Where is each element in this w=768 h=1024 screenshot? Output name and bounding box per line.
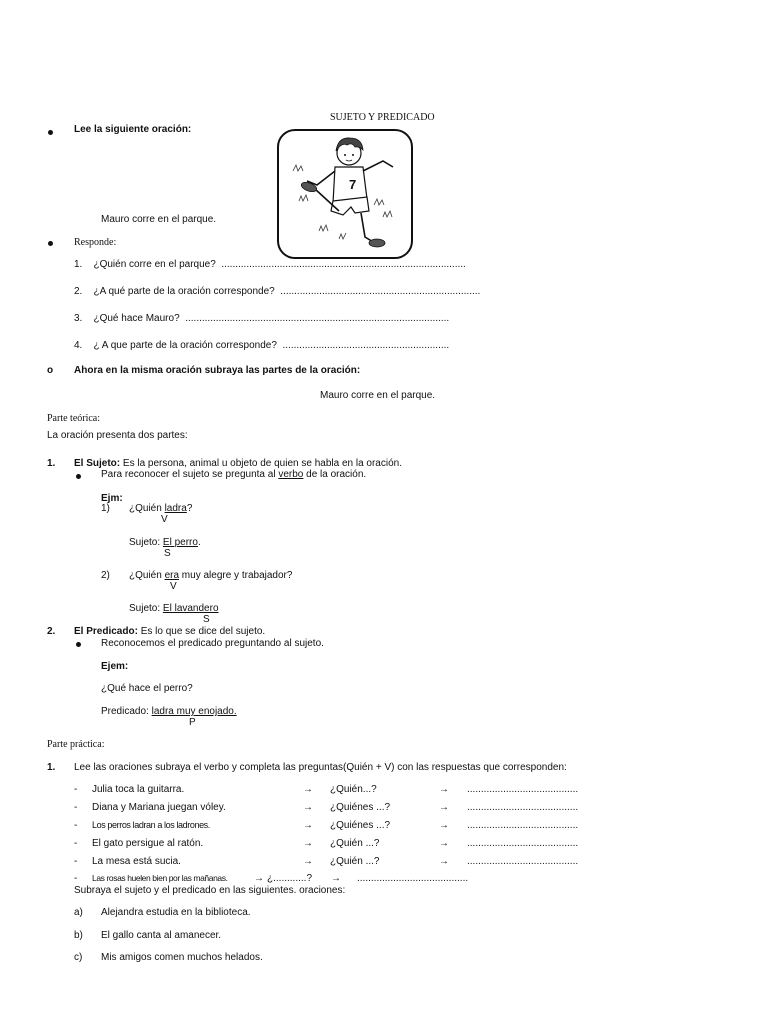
intro-sentence: Mauro corre en el parque. [101, 214, 217, 225]
question-1 [74, 259, 466, 270]
example-2-question [129, 570, 292, 581]
answer-dots: ........................................ [467, 802, 579, 813]
ans-label: Sujeto: [129, 537, 163, 548]
question-3 [74, 313, 449, 324]
respond-label: Responde: [74, 237, 117, 248]
predicate-question: ¿Qué hace el perro? [101, 683, 193, 694]
theory-intro: La oración presenta dos partes: [47, 430, 188, 441]
subject-mark: S [164, 548, 171, 559]
answer-dots: ........................................ [467, 838, 579, 849]
question-text: ¿ A que parte de la oración corresponde? [93, 340, 277, 351]
answer-dots: ........................................ [467, 820, 579, 831]
predicate-tip: Reconocemos el predicado preguntando al sujeto. [101, 638, 324, 649]
example-1-num: 1) [101, 503, 110, 514]
question-4 [74, 340, 449, 351]
question-text: ¿A qué parte de la oración corresponde? [93, 286, 275, 297]
arrow-icon: → [439, 856, 449, 867]
bullet-icon [76, 642, 81, 647]
ejm-label: Ejm: [101, 493, 123, 504]
row-dash: - [74, 838, 78, 849]
answer-dots: ............................................................................................... [185, 313, 450, 324]
subject-title: El Sujeto: [74, 458, 121, 469]
verb-mark: V [161, 514, 168, 525]
item-c-text: Mis amigos comen muchos helados. [101, 952, 263, 963]
predicate-desc: Es lo que se dice del sujeto. [140, 626, 266, 637]
predicate-num: 2. [47, 626, 56, 637]
q-verb: era [164, 570, 180, 581]
verb-mark: V [170, 581, 177, 592]
ejem-label: Ejem: [101, 661, 129, 672]
row-question: ¿Quién ...? [330, 856, 380, 867]
ans-label: Predicado: [101, 706, 152, 717]
arrow-icon: → [331, 873, 341, 884]
tip-verb: verbo [278, 469, 304, 480]
tip-text: Para reconocer el sujeto se pregunta al [101, 469, 279, 480]
question-num: 3. [74, 313, 83, 324]
subject-tip [101, 469, 366, 480]
arrow-icon: → [303, 856, 313, 867]
question-num: 4. [74, 340, 83, 351]
arrow-icon: → [439, 838, 449, 849]
arrow-icon: → [303, 838, 313, 849]
answer-dots: ........................................ [467, 784, 579, 795]
row-sentence: Los perros ladran a los ladrones. [92, 820, 210, 830]
arrow-icon: → [303, 820, 313, 831]
subject-mark: S [203, 614, 210, 625]
ans-predicate: ladra muy enojado. [151, 706, 237, 717]
bullet-icon [76, 474, 81, 479]
practice-instruction: Lee las oraciones subraya el verbo y completa las preguntas(Quién + V) con las respuestas que corresponden: [74, 762, 567, 773]
underline-instruction: Ahora en la misma oración subraya las partes de la oración: [74, 365, 361, 376]
underline-sentence: Mauro corre en el parque. [320, 390, 436, 401]
row-question: ¿Quiénes ...? [330, 820, 391, 831]
tip-text-end: de la oración. [303, 469, 367, 480]
exercise-row [0, 838, 768, 852]
row-sentence: La mesa está sucia. [92, 856, 181, 867]
predicate-title: El Predicado: [74, 626, 138, 637]
predicate-mark: P [189, 717, 196, 728]
row-question: ¿Quién...? [330, 784, 377, 795]
row-dash: - [74, 820, 78, 831]
question-num: 2. [74, 286, 83, 297]
theory-heading: Parte teórica: [47, 413, 101, 424]
q-text-end: muy alegre y trabajador? [179, 570, 293, 581]
ans-subject: El lavandero [162, 603, 219, 614]
example-1-answer [129, 537, 201, 548]
row-sentence: Las rosas huelen bien por las mañanas. [92, 873, 228, 883]
bullet-icon [48, 130, 53, 135]
arrow-icon: → [303, 802, 313, 813]
row-dash: - [74, 873, 78, 884]
row-dash: - [74, 784, 78, 795]
row-dash: - [74, 856, 78, 867]
subraya-instruction: Subraya el sujeto y el predicado en las siguientes. oraciones: [74, 885, 346, 896]
q-text-end: ? [186, 503, 193, 514]
answer-dots: ........................................ [467, 856, 579, 867]
question-text: ¿Quién corre en el parque? [93, 259, 216, 270]
example-2-num: 2) [101, 570, 110, 581]
item-a-letter: a) [74, 907, 83, 918]
answer-dots: ........................................................................ [280, 286, 481, 297]
item-b-text: El gallo canta al amanecer. [101, 930, 222, 941]
subject-desc: Es la persona, animal u objeto de quien se habla en la oración. [122, 458, 402, 469]
exercise-row [0, 820, 768, 834]
row-sentence: Diana y Mariana juegan vóley. [92, 802, 226, 813]
running-boy-icon [279, 131, 411, 257]
question-2 [74, 286, 480, 297]
question-num: 1. [74, 259, 83, 270]
arrow-icon: → [439, 784, 449, 795]
item-b-letter: b) [74, 930, 83, 941]
page-title: SUJETO Y PREDICADO [330, 112, 435, 123]
exercise-row [0, 856, 768, 870]
row-question: ¿............? [267, 873, 313, 884]
row-question: ¿Quién ...? [330, 838, 380, 849]
answer-dots: ............................................................ [282, 340, 450, 351]
practice-heading: Parte práctica: [47, 739, 105, 750]
example-2-answer [129, 603, 219, 614]
predicate-answer [101, 706, 237, 717]
row-question: ¿Quiénes ...? [330, 802, 391, 813]
arrow-icon: → [439, 802, 449, 813]
q-text: ¿Quién [129, 570, 165, 581]
item-a-text: Alejandra estudia en la biblioteca. [101, 907, 251, 918]
row-sentence: El gato persigue al ratón. [92, 838, 204, 849]
question-text: ¿Qué hace Mauro? [93, 313, 180, 324]
row-sentence: Julia toca la guitarra. [92, 784, 185, 795]
exercise-row [0, 784, 768, 798]
item-c-letter: c) [74, 952, 83, 963]
subject-line [74, 458, 402, 469]
q-text: ¿Quién [129, 503, 165, 514]
answer-dots: ........................................................................................ [221, 259, 466, 270]
ans-end: . [197, 537, 201, 548]
predicate-line [74, 626, 265, 637]
ans-label: Sujeto: [129, 603, 163, 614]
q-verb: ladra [164, 503, 187, 514]
answer-dots: ........................................ [357, 873, 469, 884]
arrow-icon: → [254, 873, 264, 884]
exercise-row [0, 802, 768, 816]
arrow-icon: → [439, 820, 449, 831]
underline-marker: o [47, 365, 54, 376]
row-dash: - [74, 802, 78, 813]
read-label: Lee la siguiente oración: [74, 124, 192, 135]
svg-text:7: 7 [349, 177, 357, 192]
practice-num: 1. [47, 762, 56, 773]
arrow-icon: → [303, 784, 313, 795]
bullet-icon [48, 241, 53, 246]
subject-num: 1. [47, 458, 56, 469]
example-1-question [129, 503, 192, 514]
boy-running-image [277, 129, 413, 259]
ans-subject: El perro [162, 537, 198, 548]
